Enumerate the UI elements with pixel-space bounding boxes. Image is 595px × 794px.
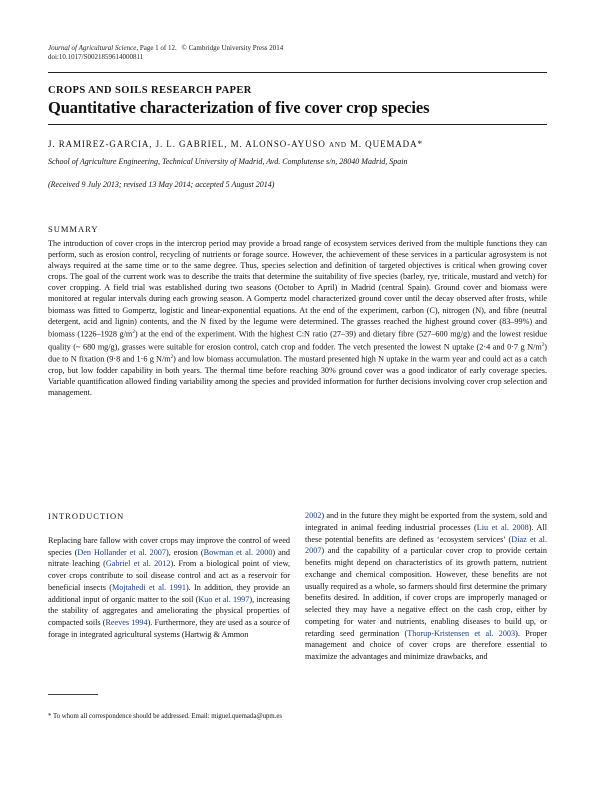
citation-link[interactable]: Den Hollander et al. 2007 [77,547,166,557]
authors-first: J. RAMIREZ-GARCIA, J. L. GABRIEL, M. ALONSO-AYUSO [48,139,326,149]
intro-text: ) and the capability of a particular cover crop to provide certain benefits might depend on characteristics of its growth pattern, nutrient exchange and chemical composition. However, these benefits are not usually required as a whole, so farmers should first determine the primary benefits desired. In addition, if cover crops are improperly managed or selected they may have a negative effect on the cash crop, either by competing for water and nutrients, enabling diseases to build up, or retarding seed germination ( [305,546,547,638]
affiliation: School of Agriculture Engineering, Technical University of Madrid, Avd. Complutense s/n, 28040 Madrid, Spain [48,157,408,166]
citation-link[interactable]: Gabriel et al. 2012 [105,559,171,569]
citation-link[interactable]: Díaz et al. 2007 [305,534,547,556]
introduction-left-column [48,511,290,641]
summary-part-2: ) at the end of the experiment. With the highest C:N ratio (27–39) and dietary fibre (527–600 mg/g) and the lowest residue quality (~ 680 mg/g), grasses were suitable for erosion control, catch crop and fodder. The vetch presented the lowest N uptake (2·4 and 0·7 g N/m [48,329,547,352]
correspondence-footnote: * To whom all correspondence should be addressed. Email: miguel.quemada@upm.es [48,713,283,720]
doi[interactable]: doi:10.1017/S0021859614000811 [48,53,144,61]
intro-text: ) and in the future they might be exported from the system, sold and integrated in animal feeding industrial processes ( [305,511,547,532]
introduction-heading: INTRODUCTION [48,511,125,521]
citation-link[interactable]: Liu et al. 2008 [476,522,529,532]
intro-text: ). Furthermore, they are used as a source of forage in integrated agricultural systems (Hartwig & Ammon [48,618,290,639]
authors-and: AND [328,141,347,149]
article-title: Quantitative characterization of five cover crop species [48,98,430,117]
citation-link[interactable]: Kuo et al. 1997 [198,594,250,604]
footnote-rule [48,694,98,695]
introduction-paragraph [48,535,290,641]
citation-link[interactable]: Reeves 1994 [105,618,148,627]
citation-link[interactable]: 2002 [305,511,322,520]
authors-last: M. QUEMADA* [349,139,423,149]
title-rule [48,124,547,125]
received-dates: (Received 9 July 2013; revised 13 May 2014; accepted 5 August 2014) [48,180,275,189]
intro-text: ). All these potential benefits are defined as ‘ecosystem services’ ( [305,522,547,544]
summary-heading: SUMMARY [48,224,99,234]
summary-part-3: ) due to N fixation (9·8 and 1·6 g N/m [48,342,547,365]
citation-link[interactable]: Bowman et al. 2000 [203,547,273,557]
authors [48,139,423,149]
journal-name: Journal of Agricultural Science [48,44,137,52]
intro-text: ). In addition, they provide an additional input of organic matter to the soil ( [48,582,290,604]
introduction-paragraph-continued [305,510,547,663]
summary-part-4: ) and low biomass accumulation. The mustard presented high N uptake in the warm year and could act as a catch crop, but low fodder capability in both years. The thermal time before reaching 30% ground cover was a good indicator of early coverage species. Variable quantification allowed finding variability among the species and provided information for further decisions involving cover crop selection and management. [48,355,547,398]
intro-text: ) and nitrate leaching ( [48,547,290,569]
summary-part-1: The introduction of cover crops in the intercrop period may provide a broad range of ecosystem services derived from the multiple functions they can perform, such as erosion control, recycling of nutrients or forage source. However, the achievement of these services in a particular agrosystem is not always required at the same time or to the same degree. Thus, species selection and definition of targeted objectives is critical when growing cover crops. The goal of the current work was to describe the traits that determine the suitability of five species (barley, rye, triticale, mustard and vetch) for cover cropping. A field trial was established during two seasons (October to April) in Madrid (central Spain). Ground cover and biomass were monitored at regular intervals during each growing season. A Gompertz model characterized ground cover until the decay observed after frosts, while biomass was fitted to Gompertz, logistic and linear-exponential equations. At the end of the experiment, carbon (C), nitrogen (N), and fibre (neutral detergent, acid and lignin) contents, and the N fixed by the legume were determined. The grasses reached the highest ground cover (83–99%) and biomass (1226–1928 g/m [48,239,547,339]
intro-text: ), erosion ( [166,547,204,557]
header-rule [48,72,547,73]
superscript: 2 [132,329,135,335]
summary-text [48,238,547,399]
intro-text: ). From a biological point of view, cover crops contribute to soil disease control and act as a reservoir for beneficial insects ( [48,559,290,592]
intro-text: Replacing bare fallow with cover crops may improve the control of weed species ( [48,535,290,557]
journal-page: , Page 1 of 12. [136,44,177,52]
superscript: 2 [170,355,174,361]
citation-link[interactable]: Thorup-Kristensen et al. 2003 [407,628,516,638]
intro-text: ). Proper management and choice of cover crops are therefore essential to maximize the advantages and minimize drawbacks, and [305,628,547,661]
copyright: © Cambridge University Press 2014 [181,44,284,52]
introduction-right-column [305,510,547,663]
superscript: 2 [541,342,545,348]
intro-text: ), increasing the stability of aggregates and ameliorating the physical properties of compacted soils ( [48,594,291,627]
citation-link[interactable]: Mojtahedi et al. 1991 [111,582,186,592]
section-label: CROPS AND SOILS RESEARCH PAPER [48,85,252,96]
